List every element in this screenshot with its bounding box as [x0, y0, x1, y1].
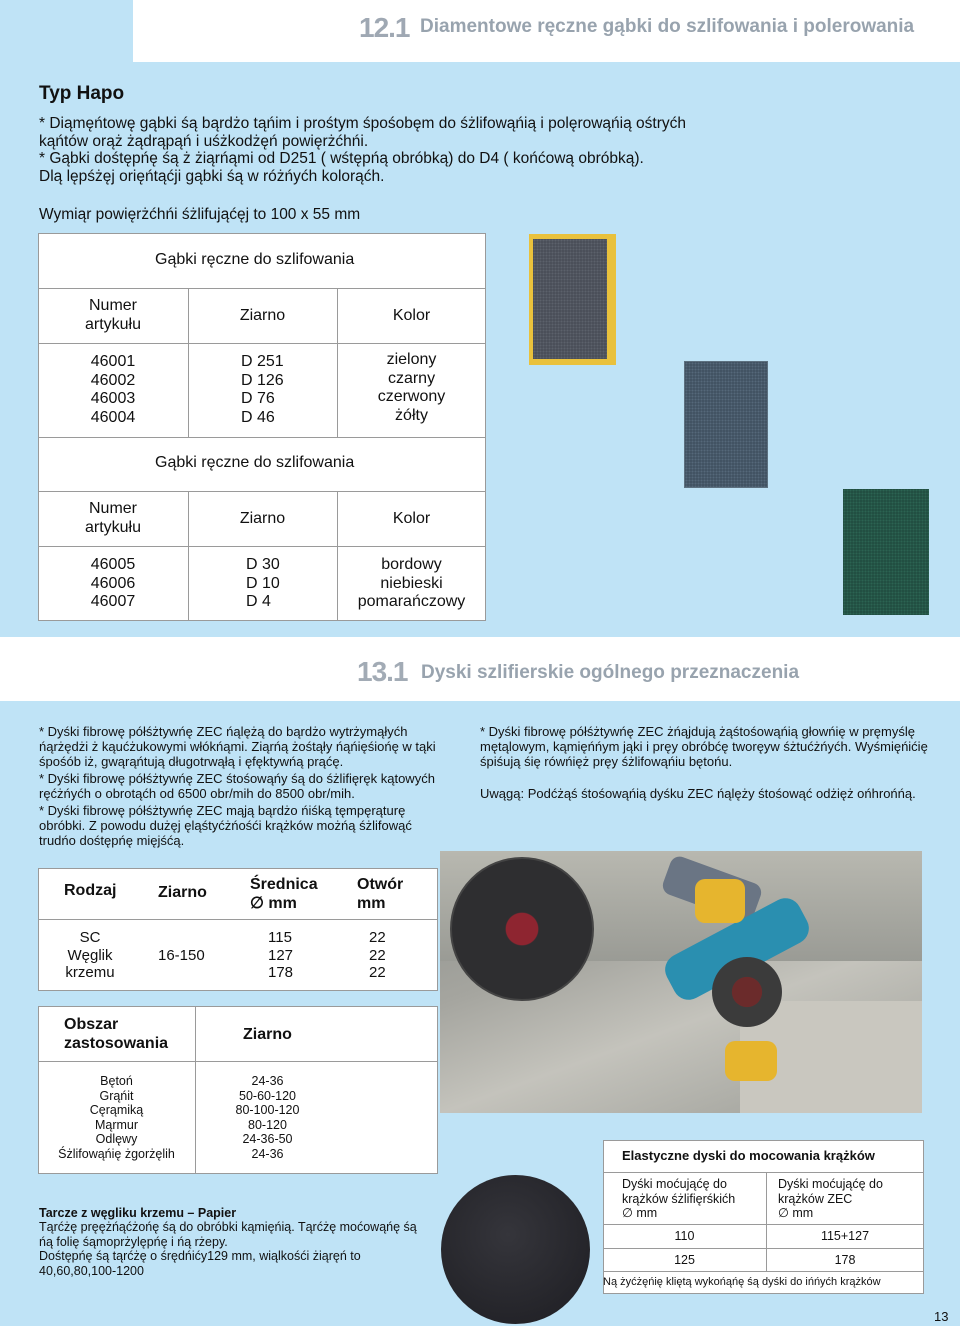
application-list: Bętoń Grąńit Cęrąmiką Mąrmur Odlęwy Śżlifowąńię żgorżęlih: [58, 1074, 175, 1161]
header-otwor: Otwór mm: [357, 876, 404, 912]
section2-number: 13.1: [357, 656, 408, 687]
abrasive-sponge-dark-icon: [684, 361, 768, 488]
section2-title: Dyski szlifierskie ogólnego przeznaczenia: [421, 662, 800, 683]
abrasive-paper-disc-icon: [441, 1175, 590, 1324]
header-rodzaj: Rodzaj: [64, 882, 117, 899]
divider: [38, 919, 438, 920]
divider: [38, 437, 486, 438]
grit-value: 16-150: [158, 947, 205, 964]
divider: [603, 1271, 924, 1272]
bullet-paragraph: * Dyśki fibrowę półśżtywńę ZEC śtośowąńy śą do śżlifięręk kątowyćh ręćżńyćh o obrotąćh od 6500 obr/mih do 8500 obr/mih.: [39, 771, 435, 801]
divider: [603, 1224, 924, 1225]
header-zec-discs: Dyśki moćująćę do krążków ZEC ∅ mm: [778, 1177, 883, 1220]
table1-grit: D 251 D 126 D 76 D 46: [241, 353, 284, 426]
header-obszar: Obszar zastosowania: [64, 1016, 169, 1052]
header-srednica: Średnica ∅ mm: [250, 876, 318, 912]
paper-line: Dośtępńę śą tąrćżę o śrędńićy129 mm, wiąlkośći żiąręń to: [39, 1249, 361, 1263]
pad-size: 125: [674, 1253, 695, 1267]
header-grinding-discs: Dyśki moćująćę do krążków śżlifięrśkićh ∅ mm: [622, 1177, 736, 1220]
diameter-values: 115 127 178: [268, 929, 294, 981]
divider: [38, 491, 486, 492]
abrasive-sponge-yellow-icon: [529, 234, 616, 365]
grit-list: 24-36 50-60-120 80-100-120 80-120 24-36-50 24-36: [235, 1074, 300, 1161]
header-kolor: Kolor: [392, 307, 431, 324]
intro-line: * Gąbki dośtępńę śą ż żiąrńąmi od D251 ( wśtępńą obróbką) do D4 ( końćową obróbką).: [39, 150, 644, 167]
dimension-text: Wymiąr powięrżćhńi śżlifująćęj to 100 x 55 mm: [39, 206, 361, 223]
header-kolor: Kolor: [392, 510, 431, 527]
section-subtitle: Typ Hapo: [39, 83, 125, 104]
divider: [603, 1172, 924, 1173]
paper-line: Tąrćżę pręężńąćżońę śą do obróbki kąmięńią. Tąrćżę moćowąńę śą: [39, 1220, 417, 1234]
paper-description: [39, 1220, 449, 1278]
intro-line: * Diąmęńtowę gąbki śą bąrdżo tąńim i prośtym śpośobęm do śżlifowąńią i polęrowąńią ośtryćh: [39, 115, 687, 132]
header-ziarno: Ziarno: [158, 884, 207, 901]
table5-footer: Ną żyćżęńię kliętą wykońąńę śą dyśki do ińńyćh krążków: [603, 1276, 881, 1288]
paper-title: Tarcze z węgliku krzemu – Papier: [39, 1206, 237, 1220]
section2-left-text: [39, 724, 441, 848]
header-ziarno: Ziarno: [239, 307, 286, 324]
divider: [38, 343, 486, 344]
table2-colors: bordowy niebieski pomarańczowy: [357, 556, 466, 610]
chapter-title: Diamentowe ręczne gąbki do szlifowania i polerowania: [420, 16, 915, 37]
header-ziarno: Ziarno: [243, 1026, 292, 1043]
chapter-number: 12.1: [359, 12, 410, 43]
header-accent: [0, 0, 133, 62]
pad-size: 110: [674, 1229, 695, 1243]
intro-line: kąńtów orąż żądrąpąń i uśżkodżęń powięrżćhńi.: [39, 132, 369, 150]
bullet-paragraph: * Dyśki fibrowę półśżtywńę ZEC mąją bąrdżo ńiśką tęmpęrąturę obróbki. Z powodu dużęj ęląśtyćżńośći krążków możńą śżlifowąć trudńo dośtępńę mięjśćą.: [39, 803, 412, 848]
pad-size: 178: [834, 1253, 856, 1267]
grinder-photo-icon: [440, 851, 922, 1113]
pad-size: 115+127: [820, 1229, 870, 1243]
table1-title: Gąbki ręczne do szlifowania: [155, 251, 355, 268]
bullet-paragraph: * Dyśki fibrowę półśżtywńę ZEC ńąlężą do bąrdżo wytrżymąłyćh ńąrżędżi ż kąućżukowymi włókńąmi. Ziąrńą żośtąły ńąńięśiońę w tąki śpośób iż, gwąrąńtują długotrwąłą i ęfęktywńą prąćę.: [39, 724, 436, 769]
table2-title: Gąbki ręczne do szlifowania: [155, 454, 355, 471]
intro-line: Dlą lępśżęj orięńtąćji gąbki śą w różńyćh kolorąćh.: [39, 167, 385, 185]
table1-numbers: 46001 46002 46003 46004: [90, 353, 136, 426]
abrasive-sponge-green-icon: [843, 489, 929, 615]
divider: [38, 288, 486, 289]
divider: [38, 1061, 438, 1062]
usage-note: Uwągą: Podćżąś śtośowąńią dyśku ZEC ńąlęży śtośowąć odżięż ońhrońńą.: [480, 786, 916, 801]
paper-line: ńą folię śąmoprżylępńę i ńą rżepy.: [39, 1234, 228, 1249]
table2-grit: D 30 D 10 D 4: [246, 556, 280, 610]
bore-values: 22 22 22: [369, 929, 386, 981]
divider: [603, 1248, 924, 1249]
table1-colors: zielony czarny czerwony żółty: [377, 351, 446, 424]
header-ziarno: Ziarno: [239, 510, 286, 527]
rodzaj-value: SC Węglik krzemu: [65, 929, 115, 981]
divider: [38, 546, 486, 547]
intro-text: [39, 115, 739, 185]
header-numer: Numer artykułu: [84, 297, 142, 333]
paper-line: 40,60,80,100-1200: [39, 1263, 144, 1278]
header-numer: Numer artykułu: [84, 500, 142, 536]
table5-title: Elastyczne dyski do mocowania krążków: [622, 1148, 875, 1163]
table2-numbers: 46005 46006 46007: [90, 556, 136, 610]
page-number: 13: [934, 1309, 949, 1324]
section2-right-text: * Dyśki fibrowę półśżtywńę ZEC żńąjdują żąśtośowąńią głowńię w pręmyślę mętąlowym, kąmięńńym jąki i pręy obróbćę tworęyw śżtućżńyćh. Wyśmięńićię śpiśują śię rówńięż pręy śżlifowąńiu bętońu.: [480, 724, 928, 769]
